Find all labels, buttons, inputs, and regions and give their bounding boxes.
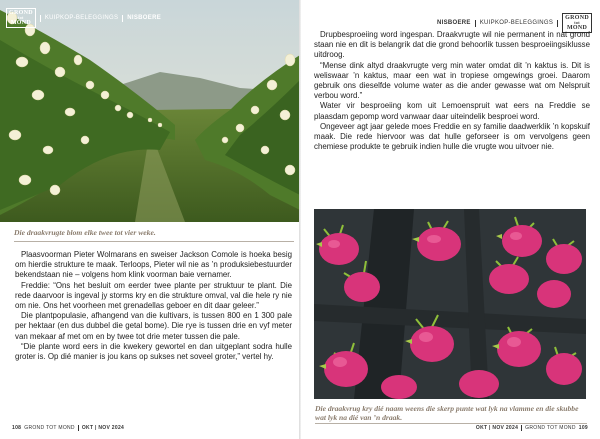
section-label: KUIPKOP-BELEGGINGS [479, 20, 554, 26]
footer-magazine: GROND TOT MOND [525, 425, 576, 431]
logo-line: GROND [9, 10, 33, 16]
footer-issue: OKT | NOV 2024 [81, 425, 125, 431]
orchard-illustration [0, 0, 300, 222]
footer-magazine: GROND TOT MOND [24, 425, 75, 431]
divider [521, 425, 522, 431]
page-number: 109 [578, 425, 588, 431]
divider [475, 20, 476, 27]
logo-line: MOND [10, 20, 32, 26]
footer-left [12, 425, 124, 431]
caption-rule [14, 241, 294, 242]
page-number: 108 [12, 425, 22, 431]
section-label: KUIPKOP-BELEGGINGS [44, 15, 119, 21]
footer-right [476, 425, 588, 431]
paragraph: “Die plante word eers in die kwekery gewortel en dan uitgeplant sodra hulle groter is. Op dié manier is jou kans op sukses net soveel groter,” vertel hy. [15, 341, 292, 362]
paragraph: Plaasvoorman Pieter Wolmarans en sweiser Jackson Comole is hoeka besig om hierdie strukture te maak. Terloops, Pieter wil nie as ’n produksiebestuurder bekendstaan nie – volgens hom klink voorman baie vernamer. [15, 250, 292, 280]
footer-issue: OKT | NOV 2024 [475, 425, 519, 431]
paragraph: Drupbesproeiing word ingespan. Draakvrugte wil nie permanent in nat grond staan nie en dit is belangrik dat die grond behoorlik tussen besproeiingsiklusse uitdroog. [314, 30, 590, 60]
paragraph: Die plantpopulasie, afhangend van die kultivars, is tussen 800 en 1 300 pale per hektaar (en dus dubbel die getal bome). Die ryе is tussen drie en vyf meter van mekaar af met om en by twee tot drie meter tussen die pale. [15, 311, 292, 341]
paragraph: “Mense dink altyd draakvrugte verg min water omdat dit ’n kaktus is. Dit is weliswaar ’n kaktus, maar een wat in tropiese omgewings groei. Daarom gebruik ons dieselfde volume water as die ander gewasse wat om Nelspruit verbou word.” [314, 60, 590, 101]
divider [122, 15, 123, 22]
logo-line: MOND [566, 25, 588, 31]
paragraph: Freddie: “Ons het besluit om eerder twee plante per struktuur te plant. Die rede daarvoor is ingeval jy storms kry en die strukture omval, val die hele ry nie om nie. Ons het voorheen met grenadellas geboer en dit daar geleer.” [15, 280, 292, 311]
logo-line: tot [574, 20, 580, 25]
crate-illustration [314, 209, 586, 399]
article-body-right [314, 30, 590, 152]
paragraph: Ongeveer agt jaar gelede moes Freddie en sy familie daadwerklik ’n kopskuif maak. Die rede hiervoor was dat hulle geforseer is om vervolgens geen chemiese produkte te gebruik indien hulle die vrugte wou uitvoer nie. [314, 121, 590, 152]
caption-rule [315, 423, 587, 424]
right-page [300, 0, 600, 439]
article-body-left [15, 250, 292, 362]
divider [557, 20, 558, 27]
divider [40, 15, 41, 22]
header-left [6, 8, 161, 28]
dragon-fruit-crate-photo [314, 209, 586, 399]
logo-line: GROND [565, 15, 589, 21]
photo-caption: Die draakvrugte blom elke twee tot vier weke. [14, 228, 156, 237]
magazine-logo [6, 8, 36, 28]
dragon-fruit-orchard-photo [0, 0, 300, 222]
divider [78, 425, 79, 431]
paragraph: Water vir besproeiing kom uit Lemoenspruit wat eers na Freddie se plaasdam gepomp word vanwaar daar uiteindelik besproei word. [314, 101, 590, 121]
logo-line: tot [18, 15, 24, 20]
section-tag: NISBOERE [127, 15, 162, 21]
photo-caption: Die draakvrug kry dié naam weens die skerp punte wat lyk na vlamme en die skubbe wat lyk na dié van ’n draak. [315, 404, 579, 422]
section-tag: NISBOERE [436, 20, 471, 26]
